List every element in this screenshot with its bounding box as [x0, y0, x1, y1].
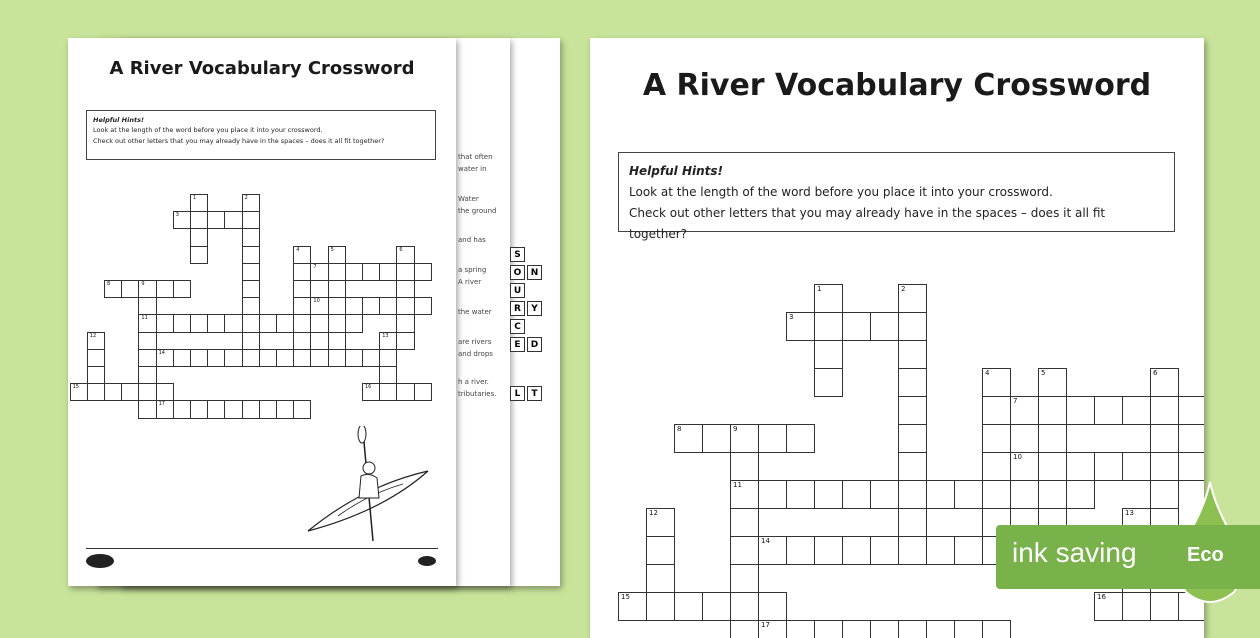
- crossword-cell[interactable]: [242, 400, 260, 418]
- back-answer-cell: N: [527, 265, 542, 280]
- crossword-cell[interactable]: [138, 366, 156, 384]
- back-clue-fragment: Water: [458, 195, 479, 203]
- crossword-cell[interactable]: [224, 400, 242, 418]
- crossword-cell[interactable]: [293, 349, 311, 367]
- crossword-cell[interactable]: [758, 480, 787, 509]
- crossword-cell[interactable]: [814, 536, 843, 565]
- crossword-cell[interactable]: [898, 368, 927, 397]
- back-answer-cell: C: [510, 319, 525, 334]
- crossword-cell[interactable]: [898, 452, 927, 481]
- crossword-cell[interactable]: [224, 314, 242, 332]
- crossword-cell[interactable]: [646, 564, 675, 593]
- crossword-cell[interactable]: [276, 349, 294, 367]
- crossword-cell[interactable]: [1150, 424, 1179, 453]
- crossword-cell[interactable]: [954, 620, 983, 638]
- crossword-cell[interactable]: [242, 297, 260, 315]
- back-clue-fragment: a spring: [458, 266, 487, 274]
- crossword-cell[interactable]: [898, 424, 927, 453]
- crossword-cell[interactable]: [396, 297, 414, 315]
- crossword-cell[interactable]: [1066, 480, 1095, 509]
- crossword-cell[interactable]: [1038, 424, 1067, 453]
- crossword-cell[interactable]: [242, 228, 260, 246]
- crossword-cell[interactable]: [259, 314, 277, 332]
- crossword-cell[interactable]: [138, 332, 156, 350]
- crossword-cell[interactable]: [345, 349, 363, 367]
- crossword-cell[interactable]: [1066, 396, 1095, 425]
- crossword-cell[interactable]: [898, 620, 927, 638]
- crossword-cell[interactable]: [293, 314, 311, 332]
- crossword-cell[interactable]: [138, 349, 156, 367]
- back-clue-fragment: that often: [458, 153, 493, 161]
- crossword-cell[interactable]: [730, 592, 759, 621]
- crossword-cell[interactable]: [87, 349, 105, 367]
- clue-number: 3: [789, 313, 794, 321]
- crossword-cell[interactable]: [242, 263, 260, 281]
- crossword-cell[interactable]: [814, 620, 843, 638]
- crossword-cell[interactable]: [328, 280, 346, 298]
- small-footer-line: [86, 548, 438, 549]
- clue-number: 12: [89, 332, 97, 339]
- crossword-cell[interactable]: [842, 620, 871, 638]
- crossword-cell[interactable]: [242, 332, 260, 350]
- crossword-cell[interactable]: [138, 383, 156, 401]
- clue-number: 5: [330, 246, 334, 253]
- crossword-cell[interactable]: [328, 349, 346, 367]
- crossword-cell[interactable]: [1010, 480, 1039, 509]
- crossword-cell[interactable]: [173, 314, 191, 332]
- crossword-cell[interactable]: [310, 314, 328, 332]
- crossword-cell[interactable]: [1066, 452, 1095, 481]
- crossword-cell[interactable]: [396, 314, 414, 332]
- crossword-cell[interactable]: [259, 400, 277, 418]
- crossword-cell[interactable]: [379, 297, 397, 315]
- crossword-cell[interactable]: [207, 400, 225, 418]
- crossword-cell[interactable]: [954, 480, 983, 509]
- crossword-cell[interactable]: [730, 620, 759, 638]
- crossword-cell[interactable]: [786, 480, 815, 509]
- crossword-cell[interactable]: [224, 211, 242, 229]
- clue-number: 15: [72, 384, 79, 391]
- crossword-cell[interactable]: [814, 368, 843, 397]
- crossword-cell[interactable]: [379, 366, 397, 384]
- clue-number: 12: [649, 509, 658, 517]
- crossword-cell[interactable]: [396, 383, 414, 401]
- clue-number: 13: [382, 332, 389, 339]
- crossword-cell[interactable]: [207, 349, 225, 367]
- crossword-cell[interactable]: [1150, 452, 1179, 481]
- crossword-cell[interactable]: [173, 349, 191, 367]
- crossword-cell[interactable]: [842, 312, 871, 341]
- crossword-cell[interactable]: [646, 536, 675, 565]
- crossword-cell[interactable]: [786, 536, 815, 565]
- crossword-cell[interactable]: [1122, 396, 1151, 425]
- crossword-cell[interactable]: [328, 263, 346, 281]
- crossword-cell[interactable]: [898, 536, 927, 565]
- back-clue-fragment: the water: [458, 308, 492, 316]
- back-answer-cell: Y: [527, 301, 542, 316]
- crossword-cell[interactable]: [242, 349, 260, 367]
- crossword-cell[interactable]: [276, 314, 294, 332]
- crossword-cell[interactable]: [786, 620, 815, 638]
- crossword-cell[interactable]: [242, 211, 260, 229]
- crossword-cell[interactable]: [345, 263, 363, 281]
- crossword-cell[interactable]: [414, 297, 432, 315]
- clue-number: 2: [244, 195, 248, 201]
- crossword-cell[interactable]: [842, 536, 871, 565]
- crossword-cell[interactable]: [293, 280, 311, 298]
- crossword-cell[interactable]: [1094, 452, 1123, 481]
- crossword-cell[interactable]: [362, 349, 380, 367]
- clue-number: 8: [107, 281, 111, 287]
- clue-number: 17: [158, 401, 165, 408]
- crossword-cell[interactable]: [786, 424, 815, 453]
- back-clue-fragment: tributaries.: [458, 390, 497, 398]
- clue-number: 16: [365, 384, 372, 391]
- crossword-cell[interactable]: [259, 349, 277, 367]
- clue-number: 10: [1013, 453, 1022, 461]
- back-answer-cell: T: [527, 386, 542, 401]
- crossword-cell[interactable]: [190, 228, 208, 246]
- clue-number: 9: [141, 281, 145, 287]
- crossword-cell[interactable]: [276, 400, 294, 418]
- crossword-cell[interactable]: [982, 424, 1011, 453]
- crossword-cell[interactable]: [814, 340, 843, 369]
- crossword-cell[interactable]: [190, 314, 208, 332]
- crossword-cell[interactable]: [414, 263, 432, 281]
- crossword-cell[interactable]: [293, 400, 311, 418]
- clue-number: 7: [1013, 397, 1018, 405]
- clue-number: 8: [677, 425, 682, 433]
- clue-number: 5: [1041, 369, 1046, 377]
- crossword-cell[interactable]: [379, 349, 397, 367]
- clue-number: 11: [141, 315, 148, 322]
- crossword-cell[interactable]: [926, 620, 955, 638]
- crossword-cell[interactable]: [730, 508, 759, 537]
- large-hints-title: Helpful Hints!: [629, 164, 723, 178]
- crossword-cell[interactable]: [898, 508, 927, 537]
- clue-number: 7: [313, 263, 317, 270]
- crossword-cell[interactable]: [173, 280, 191, 298]
- footer-logo-icon: [418, 556, 436, 566]
- crossword-cell[interactable]: [898, 480, 927, 509]
- crossword-cell[interactable]: [1038, 396, 1067, 425]
- crossword-cell[interactable]: [1122, 592, 1151, 621]
- back-answer-cell: L: [510, 386, 525, 401]
- back-clue-fragment: and drops: [458, 350, 493, 358]
- crossword-cell[interactable]: [926, 480, 955, 509]
- crossword-cell[interactable]: [104, 383, 122, 401]
- crossword-cell[interactable]: [982, 396, 1011, 425]
- crossword-cell[interactable]: [138, 297, 156, 315]
- clue-number: 4: [296, 246, 300, 253]
- crossword-cell[interactable]: [870, 480, 899, 509]
- crossword-cell[interactable]: [954, 536, 983, 565]
- kayak-illustration: [303, 426, 433, 546]
- crossword-cell[interactable]: [362, 297, 380, 315]
- clue-number: 9: [733, 425, 738, 433]
- crossword-cell[interactable]: [982, 620, 1011, 638]
- clue-number: 14: [158, 349, 165, 356]
- crossword-cell[interactable]: [646, 592, 675, 621]
- clue-number: 14: [761, 537, 770, 545]
- crossword-cell[interactable]: [190, 211, 208, 229]
- crossword-cell[interactable]: [190, 400, 208, 418]
- clue-number: 13: [1125, 509, 1134, 517]
- small-hint-2: Check out other letters that you may already have in the spaces – does it all fit together?: [93, 136, 385, 145]
- clue-number: 11: [733, 481, 742, 489]
- clue-number: 2: [901, 285, 906, 293]
- clue-number: 6: [399, 246, 403, 253]
- crossword-cell[interactable]: [898, 340, 927, 369]
- eco-label: Eco: [1187, 544, 1224, 566]
- crossword-cell[interactable]: [328, 314, 346, 332]
- crossword-cell[interactable]: [870, 620, 899, 638]
- crossword-cell[interactable]: [207, 314, 225, 332]
- crossword-cell[interactable]: [293, 332, 311, 350]
- crossword-cell[interactable]: [345, 314, 363, 332]
- clue-number: 16: [1097, 593, 1106, 601]
- crossword-cell[interactable]: [730, 564, 759, 593]
- crossword-cell[interactable]: [870, 312, 899, 341]
- clue-number: 17: [761, 621, 770, 629]
- crossword-cell[interactable]: [674, 592, 703, 621]
- back-clue-fragment: A river: [458, 278, 482, 286]
- crossword-cell[interactable]: [758, 424, 787, 453]
- crossword-cell[interactable]: [138, 400, 156, 418]
- crossword-cell[interactable]: [87, 366, 105, 384]
- crossword-cell[interactable]: [842, 480, 871, 509]
- back-answer-cell: D: [527, 337, 542, 352]
- crossword-cell[interactable]: [702, 424, 731, 453]
- clue-number: 15: [621, 593, 630, 601]
- back-clue-fragment: h a river.: [458, 378, 489, 386]
- back-answer-cell: R: [510, 301, 525, 316]
- crossword-cell[interactable]: [121, 383, 139, 401]
- crossword-cell[interactable]: [328, 297, 346, 315]
- crossword-cell[interactable]: [982, 480, 1011, 509]
- ink-saving-label: ink saving: [1012, 537, 1137, 568]
- crossword-cell[interactable]: [758, 592, 787, 621]
- crossword-cell[interactable]: [121, 280, 139, 298]
- large-hint-1: Look at the length of the word before you place it into your crossword.: [629, 185, 1053, 199]
- crossword-cell[interactable]: [362, 263, 380, 281]
- back-clue-fragment: and has: [458, 236, 486, 244]
- clue-number: 1: [193, 195, 197, 201]
- crossword-cell[interactable]: [190, 246, 208, 264]
- small-worksheet: [68, 38, 456, 586]
- crossword-cell[interactable]: [224, 349, 242, 367]
- crossword-cell[interactable]: [207, 211, 225, 229]
- clue-number: 4: [985, 369, 990, 377]
- large-hints-box: [618, 152, 1175, 241]
- clue-number: 1: [817, 285, 822, 293]
- crossword-cell[interactable]: [293, 263, 311, 281]
- crossword-cell[interactable]: [156, 280, 174, 298]
- crossword-cell[interactable]: [242, 246, 260, 264]
- small-hint-1: Look at the length of the word before you place it into your crossword.: [93, 126, 323, 135]
- crossword-cell[interactable]: [1122, 452, 1151, 481]
- crossword-cell[interactable]: [396, 332, 414, 350]
- back-clue-fragment: are rivers: [458, 338, 492, 346]
- crossword-cell[interactable]: [1178, 396, 1204, 425]
- back-answer-cell: S: [510, 247, 525, 262]
- crossword-cell[interactable]: [898, 396, 927, 425]
- crossword-cell[interactable]: [190, 349, 208, 367]
- crossword-cell[interactable]: [730, 536, 759, 565]
- large-worksheet-title: A River Vocabulary Crossword: [642, 68, 1152, 103]
- crossword-cell[interactable]: [414, 383, 432, 401]
- crossword-cell[interactable]: [1094, 396, 1123, 425]
- back-clue-fragment: the ground: [458, 207, 497, 215]
- crossword-cell[interactable]: [926, 536, 955, 565]
- crossword-cell[interactable]: [396, 263, 414, 281]
- clue-number: 10: [313, 298, 320, 305]
- crossword-cell[interactable]: [242, 280, 260, 298]
- crossword-cell[interactable]: [982, 452, 1011, 481]
- crossword-cell[interactable]: [1150, 396, 1179, 425]
- crossword-cell[interactable]: [870, 536, 899, 565]
- twinkl-logo-icon: [86, 554, 114, 568]
- back-clue-fragment: water in: [458, 165, 487, 173]
- back-answer-cell: O: [510, 265, 525, 280]
- crossword-cell[interactable]: [1178, 452, 1204, 481]
- back-answer-cell: U: [510, 283, 525, 298]
- crossword-cell[interactable]: [396, 280, 414, 298]
- back-answer-cell: E: [510, 337, 525, 352]
- crossword-cell[interactable]: [1038, 452, 1067, 481]
- clue-number: 6: [1153, 369, 1158, 377]
- crossword-cell[interactable]: [898, 312, 927, 341]
- crossword-cell[interactable]: [242, 314, 260, 332]
- crossword-cell[interactable]: [87, 383, 105, 401]
- crossword-cell[interactable]: [328, 332, 346, 350]
- crossword-cell[interactable]: [379, 263, 397, 281]
- crossword-cell[interactable]: [173, 400, 191, 418]
- large-hint-2: Check out other letters that you may already have in the spaces – does it all fit together?: [629, 206, 1106, 241]
- crossword-cell[interactable]: [379, 383, 397, 401]
- crossword-cell[interactable]: [156, 314, 174, 332]
- crossword-cell[interactable]: [345, 297, 363, 315]
- crossword-cell[interactable]: [814, 312, 843, 341]
- clue-number: 3: [175, 212, 179, 219]
- crossword-cell[interactable]: [293, 297, 311, 315]
- small-worksheet-title: A River Vocabulary Crossword: [109, 58, 415, 79]
- crossword-cell[interactable]: [1038, 480, 1067, 509]
- small-hints-box: [86, 110, 436, 160]
- crossword-cell[interactable]: [814, 480, 843, 509]
- small-hints-title: Helpful Hints!: [93, 116, 144, 124]
- crossword-cell[interactable]: [730, 452, 759, 481]
- crossword-cell[interactable]: [310, 349, 328, 367]
- crossword-cell[interactable]: [702, 592, 731, 621]
- crossword-cell[interactable]: [156, 383, 174, 401]
